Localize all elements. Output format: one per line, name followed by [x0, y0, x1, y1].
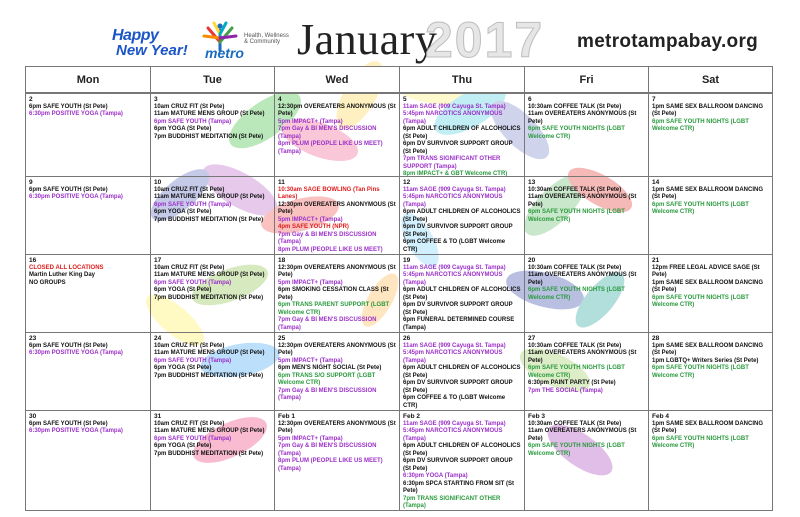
day-number: 25: [278, 335, 286, 342]
event-item: 11am OVEREATERS ANONYMOUS (St Pete): [528, 428, 637, 442]
day-cell[interactable]: [150, 93, 275, 177]
day-cell[interactable]: [648, 410, 773, 511]
day-cell[interactable]: [25, 254, 151, 333]
day-number: 4: [278, 96, 282, 103]
event-item: 5:45pm NARCOTICS ANONYMOUS (Tampa): [403, 111, 503, 125]
event-item: 7pm Gay & BI MEN'S DISCUSSION (Tampa): [278, 387, 377, 401]
day-number: 7: [652, 96, 656, 103]
event-item: 1pm SAME SEX BALLROOM DANCING (St Pete): [652, 186, 764, 200]
day-cell[interactable]: [274, 410, 400, 511]
event-item: 11am MATURE MENS GROUP (St Pete): [154, 111, 265, 117]
event-item: 1pm SAME SEX BALLROOM DANCING (St Pete): [652, 279, 764, 293]
day-cell[interactable]: [25, 93, 151, 177]
day-number: 9: [29, 179, 33, 186]
event-item: 10:30am COFFEE TALK (St Pete): [528, 186, 622, 193]
event-item: 6pm ADULT CHILDREN OF ALCOHOLICS (St Pete): [403, 287, 521, 301]
event-item: 6pm ADULT CHILDREN OF ALCOHOLICS (St Pete): [403, 365, 521, 379]
event-item: 6pm SAFE YOUTH (St Pete): [29, 186, 108, 193]
event-item: 8pm PLUM (PEOPLE LIKE US MEET) (Tampa): [278, 141, 383, 155]
day-number: 21: [652, 257, 660, 264]
event-item: 6:30pm POSITIVE YOGA (Tampa): [29, 428, 123, 434]
event-item: NO GROUPS: [29, 279, 66, 286]
day-number: 5: [403, 96, 407, 103]
event-item: 11am OVEREATERS ANONYMOUS (St Pete): [528, 350, 637, 364]
event-item: 5pm IMPACT+ (Tampa): [278, 357, 343, 364]
event-item: 11am OVEREATERS ANONYMOUS (St Pete): [528, 111, 637, 125]
event-item: 6pm SMOKING CESSATION CLASS (St Pete): [278, 287, 389, 301]
event-item: 11am SAGE (909 Cayuga St. Tampa): [403, 186, 506, 193]
event-item: 12:30pm OVEREATERS ANONYMOUS (St Pete): [278, 264, 396, 278]
new-year-text: New Year!: [116, 42, 188, 59]
day-cell[interactable]: [648, 93, 773, 177]
happy-new-year-graphic: [112, 28, 188, 58]
event-item: 11am MATURE MENS GROUP (St Pete): [154, 272, 265, 278]
day-cell[interactable]: [399, 93, 525, 177]
event-item: 6pm SAFE YOUTH (Tampa): [154, 279, 232, 286]
event-item: 10am CRUZ FIT (St Pete): [154, 103, 225, 110]
event-item: 7pm BUDDHIST MEDITATION (St Pete): [154, 372, 264, 379]
website-url[interactable]: metrotampabay.org: [577, 31, 759, 52]
event-item: 6pm SAFE YOUTH (Tampa): [154, 357, 232, 364]
event-item: 5:45pm NARCOTICS ANONYMOUS (Tampa): [403, 428, 503, 442]
event-item: 5pm IMPACT+ (Tampa): [278, 279, 343, 286]
event-item: 6pm SAFE YOUTH NIGHTS (LGBT Welcome CTR): [652, 365, 749, 379]
event-item: 6pm COFFEE & TO (LGBT Welcome CTR): [403, 395, 506, 409]
day-number: 23: [29, 335, 37, 342]
event-item: 6pm SAFE YOUTH NIGHTS (LGBT Welcome CTR): [528, 443, 625, 457]
day-number: Feb 1: [278, 413, 295, 420]
event-item: 8pm IMPACT+ & GBT Welcome CTR): [403, 171, 508, 177]
event-item: 7pm TRANS SIGNIFICANT OTHER (Tampa): [403, 495, 501, 509]
event-item: 7pm Gay & BI MEN'S DISCUSSION (Tampa): [278, 231, 377, 245]
event-item: 6pm YOGA (St Pete): [154, 443, 212, 449]
month-title: January: [297, 15, 438, 64]
event-item: 5:45pm NARCOTICS ANONYMOUS (Tampa): [403, 350, 503, 364]
event-item: 11am OVEREATERS ANONYMOUS (St Pete): [528, 272, 637, 286]
event-item: 6:30pm POSITIVE YOGA (Tampa): [29, 350, 123, 356]
event-item: 6pm FUNERAL DETERMINED COURSE (Tampa): [403, 317, 515, 331]
day-number: 18: [278, 257, 286, 264]
metro-brand-name: metro: [205, 45, 244, 61]
event-item: Martin Luther King Day: [29, 272, 96, 278]
event-item: 12pm FREE LEGAL ADVICE SAGE (St Pete): [652, 264, 760, 278]
day-cell[interactable]: [524, 332, 649, 411]
event-item: 6pm YOGA (St Pete): [154, 126, 212, 132]
day-cell[interactable]: [25, 332, 151, 411]
day-cell[interactable]: [150, 410, 275, 511]
day-number: 26: [403, 335, 411, 342]
event-item: 7pm BUDDHIST MEDITATION (St Pete): [154, 216, 264, 223]
event-item: 11am SAGE (909 Cayuga St. Tampa): [403, 420, 506, 427]
day-number: Feb 3: [528, 413, 545, 420]
day-number: 28: [652, 335, 660, 342]
event-item: 7pm Gay & BI MEN'S DISCUSSION (Tampa): [278, 317, 377, 331]
day-cell[interactable]: [399, 332, 525, 411]
event-item: 11am SAGE (909 Cayuga St. Tampa): [403, 103, 506, 110]
day-cell[interactable]: [524, 254, 649, 333]
event-item: 8pm PLUM (PEOPLE LIKE US MEET): [278, 246, 383, 253]
event-item: 6pm SAFE YOUTH (Tampa): [154, 118, 232, 125]
event-item: 6pm DV SURVIVOR SUPPORT GROUP (St Pete): [403, 302, 513, 316]
day-cell[interactable]: [274, 176, 400, 255]
event-item: 6pm TRANS S/O SUPPORT (LGBT Welcome CTR): [278, 372, 376, 386]
event-item: 7pm BUDDHIST MEDITATION (St Pete): [154, 294, 264, 301]
day-header-mon: Mon: [25, 66, 151, 93]
metro-tagline: Health, Wellness & Community: [244, 33, 289, 45]
day-cell[interactable]: [150, 176, 275, 255]
event-item: 6pm SAFE YOUTH (St Pete): [29, 420, 108, 427]
event-item: 8pm PLUM (PEOPLE LIKE US MEET) (Tampa): [278, 458, 383, 472]
event-item: 7pm BUDDHIST MEDITATION (St Pete): [154, 450, 264, 457]
day-cell[interactable]: [524, 93, 649, 177]
day-header-thu: Thu: [399, 66, 525, 93]
day-header-sat: Sat: [648, 66, 773, 93]
day-cell[interactable]: [150, 332, 275, 411]
day-cell[interactable]: [399, 254, 525, 333]
event-item: 10:30am COFFEE TALK (St Pete): [528, 342, 622, 349]
event-item: 6:30pm YOGA (Tampa): [403, 473, 468, 479]
day-number: 27: [528, 335, 536, 342]
event-item: 6pm ADULT CHILDREN OF ALCOHOLICS (St Pete): [403, 443, 521, 457]
day-number: 31: [154, 413, 162, 420]
event-item: 6pm ADULT CHILDREN OF ALCOHOLICS (St Pete): [403, 209, 521, 223]
day-number: 2: [29, 96, 33, 103]
event-item: 7pm THE SOCIAL (Tampa): [528, 387, 603, 394]
event-item: 1pm SAME SEX BALLROOM DANCING (St Pete): [652, 103, 764, 117]
event-item: 6pm DV SURVIVOR SUPPORT GROUP (St Pete): [403, 380, 513, 394]
event-item: 5:45pm NARCOTICS ANONYMOUS (Tampa): [403, 194, 503, 208]
event-item: 11am SAGE (909 Cayuga St. Tampa): [403, 264, 506, 271]
event-item: 7pm Gay & BI MEN'S DISCUSSION (Tampa): [278, 126, 377, 140]
event-item: 6pm SAFE YOUTH NIGHTS (LGBT Welcome CTR): [652, 118, 749, 132]
day-number: 6: [528, 96, 532, 103]
event-item: 6pm SAFE YOUTH (St Pete): [29, 103, 108, 110]
event-item: 6:30pm POSITIVE YOGA (Tampa): [29, 194, 123, 200]
event-item: 1pm SAME SEX BALLROOM DANCING (St Pete): [652, 342, 764, 356]
event-item: 6:30pm SPCA STARTING FROM SIT (St Pete): [403, 480, 515, 494]
day-cell[interactable]: [648, 176, 773, 255]
event-item: 10:30am COFFEE TALK (St Pete): [528, 264, 622, 271]
event-item: 6pm SAFE YOUTH NIGHTS (LGBT Welcome CTR): [528, 365, 625, 379]
day-number: 24: [154, 335, 162, 342]
event-item: 6pm SAFE YOUTH NIGHTS (LGBT Welcome CTR): [652, 435, 749, 449]
event-item: 6pm COFFEE & TO (LGBT Welcome CTR): [403, 239, 506, 253]
event-item: 11am OVEREATERS ANONYMOUS (St Pete): [528, 194, 637, 208]
day-header-wed: Wed: [274, 66, 400, 93]
event-item: 6pm DV SURVIVOR SUPPORT GROUP (St Pete): [403, 141, 513, 155]
day-number: 20: [528, 257, 536, 264]
day-cell[interactable]: [524, 176, 649, 255]
day-cell[interactable]: [25, 410, 151, 511]
day-cell[interactable]: [648, 332, 773, 411]
event-item: 11am MATURE MENS GROUP (St Pete): [154, 194, 265, 200]
day-cell[interactable]: [274, 332, 400, 411]
day-cell[interactable]: [399, 176, 525, 255]
event-item: 6pm DV SURVIVOR SUPPORT GROUP (St Pete): [403, 224, 513, 238]
day-number: 11: [278, 179, 285, 186]
event-item: 7pm TRANS SIGNIFICANT OTHER SUPPORT (Tampa): [403, 156, 501, 170]
event-item: 6pm SAFE YOUTH NIGHTS (LGBT Welcome CTR): [652, 294, 749, 308]
event-item: 5pm IMPACT+ (Tampa): [278, 216, 343, 223]
event-item: 6pm ADULT CHILDREN OF ALCOHOLICS (St Pete): [403, 126, 521, 140]
event-item: 10:30am SAGE BOWLING (Tan Pins Lanes): [278, 186, 380, 200]
day-header-fri: Fri: [524, 66, 649, 93]
calendar-header: [0, 0, 800, 64]
day-header-tue: Tue: [150, 66, 275, 93]
day-number: 17: [154, 257, 162, 264]
day-number: 13: [528, 179, 536, 186]
event-item: 11am MATURE MENS GROUP (St Pete): [154, 428, 265, 434]
event-item: 6:30pm POSITIVE YOGA (Tampa): [29, 111, 123, 117]
event-item: 1pm LGBTQ+ Writers Series (St Pete): [652, 357, 759, 364]
event-item: 6:30pm PAINT PARTY (St Pete): [528, 380, 616, 386]
event-item: 12:30pm OVEREATERS ANONYMOUS (St Pete): [278, 103, 396, 117]
event-item: 11am SAGE (909 Cayuga St. Tampa): [403, 342, 506, 349]
event-item: 5pm IMPACT+ (Tampa): [278, 435, 343, 442]
event-item: 6pm SAFE YOUTH NIGHTS (LGBT Welcome CTR): [652, 201, 749, 215]
day-cell[interactable]: [399, 410, 525, 511]
event-item: 6pm TRANS PARENT SUPPORT (LGBT Welcome CTR): [278, 302, 390, 316]
event-item: 6pm YOGA (St Pete): [154, 287, 212, 293]
event-item: 10:30am COFFEE TALK (St Pete): [528, 420, 622, 427]
event-item: 7pm BUDDHIST MEDITATION (St Pete): [154, 133, 264, 140]
event-item: 5pm IMPACT+ (Tampa): [278, 118, 343, 125]
event-item: 10am CRUZ FIT (St Pete): [154, 420, 225, 427]
day-number: 10: [154, 179, 162, 186]
event-item: 6pm SAFE YOUTH NIGHTS (LGBT Welcome CTR): [528, 209, 625, 223]
event-item: 10:30am COFFEE TALK (St Pete): [528, 103, 622, 110]
day-cell[interactable]: [274, 93, 400, 177]
event-item: 6pm SAFE YOUTH (Tampa): [154, 435, 232, 442]
event-item: 10am CRUZ FIT (St Pete): [154, 342, 225, 349]
event-item: 4pm SAFE YOUTH (NPR): [278, 224, 349, 230]
day-cell[interactable]: [150, 254, 275, 333]
event-item: 6pm SAFE YOUTH NIGHTS (LGBT Welcome CTR): [528, 126, 625, 140]
event-item: [403, 511, 521, 512]
event-item: 7pm Gay & BI MEN'S DISCUSSION (Tampa): [278, 443, 377, 457]
day-number: 16: [29, 257, 37, 264]
event-item: 5:45pm NARCOTICS ANONYMOUS (Tampa): [403, 272, 503, 286]
calendar-grid: [25, 66, 772, 510]
day-number: 30: [29, 413, 37, 420]
day-number: 19: [403, 257, 411, 264]
event-item: 11am MATURE MENS GROUP (St Pete): [154, 350, 265, 356]
day-cell[interactable]: [524, 410, 649, 511]
event-item: 6pm SAFE YOUTH NIGHTS (LGBT Welcome CTR): [528, 287, 625, 301]
event-item: 1pm SAME SEX BALLROOM DANCING (St Pete): [652, 420, 764, 434]
day-number: Feb 2: [403, 413, 420, 420]
svg-text:2017: 2017: [425, 15, 545, 61]
event-item: 6pm YOGA (St Pete): [154, 365, 212, 371]
day-number: 12: [403, 179, 411, 186]
year-2017-graphic: [425, 15, 565, 61]
day-cell[interactable]: [648, 254, 773, 333]
day-number: 3: [154, 96, 158, 103]
event-item: 6pm YOGA (St Pete): [154, 209, 212, 215]
event-item: CLOSED ALL LOCATIONS: [29, 264, 104, 271]
event-item: 6pm SAFE YOUTH (Tampa): [154, 201, 232, 208]
day-cell[interactable]: [274, 254, 400, 333]
day-number: 14: [652, 179, 660, 186]
event-item: 6pm DV SURVIVOR SUPPORT GROUP (St Pete): [403, 458, 513, 472]
event-item: 10am CRUZ FIT (St Pete): [154, 264, 225, 271]
day-cell[interactable]: [25, 176, 151, 255]
day-number: Feb 4: [652, 413, 669, 420]
event-item: 12:30pm OVEREATERS ANONYMOUS (St Pete): [278, 342, 396, 356]
event-item: 12:30pm OVEREATERS ANONYMOUS (St Pete): [278, 420, 396, 434]
event-item: 6pm MEN'S NIGHT SOCIAL (St Pete): [278, 365, 382, 371]
event-item: 12:30pm OVEREATERS ANONYMOUS (St Pete): [278, 201, 396, 215]
event-item: 10am CRUZ FIT (St Pete): [154, 186, 225, 193]
event-item: 6pm SAFE YOUTH (St Pete): [29, 342, 108, 349]
happy-text: Happy: [112, 27, 159, 44]
